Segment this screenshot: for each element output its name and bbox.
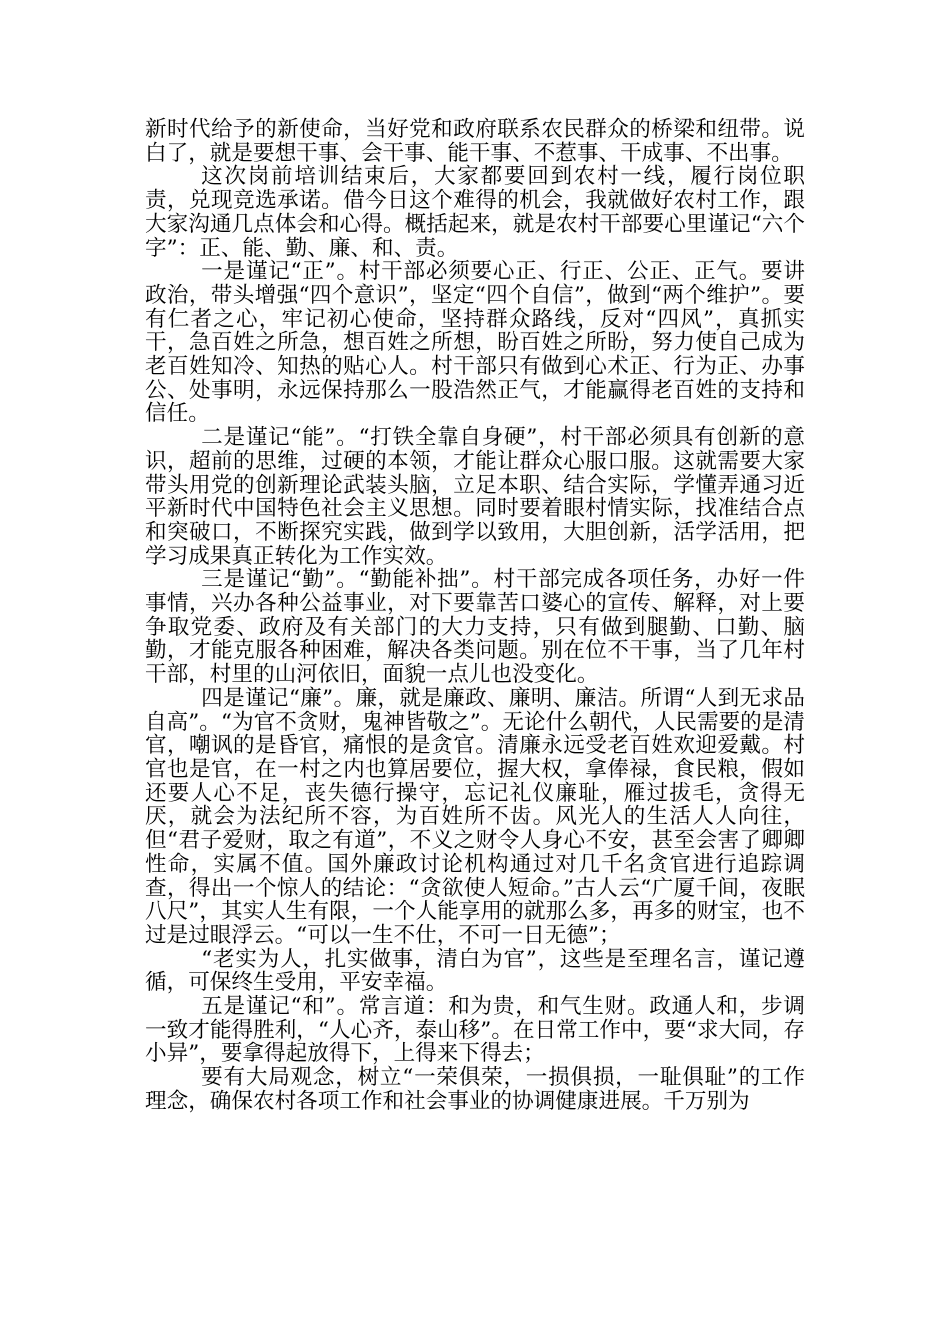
document-page	[145, 118, 805, 1114]
paragraph-6: 四是谨记“廉”。廉，就是廉政、廉明、廉洁。所谓“人到无求品自高”。“为官不贪财，鬼神皆敬之”。无论什么朝代，人民需要的是清官，嘲讽的是昏官，痛恨的是贪官。清廉永远受老百姓欢迎爱戴。村官也是官，在一村之内也算居要位，握大权，拿俸禄，食民粮，假如还要人心不足，丧失德行操守，忘记礼仪廉耻，雁过拔毛，贪得无厌，就会为法纪所不容，为百姓所不齿。风光人的生活人人向往，但“君子爱财，取之有道”，不义之财令人身心不安，甚至会害了卿卿性命，实属不值。国外廉政讨论机构通过对几千名贪官进行追踪调查，得出一个惊人的结论：“贪欲使人短命。”古人云“广厦千间，夜眠八尺”，其实人生有限，一个人能享用的就那么多，再多的财宝，也不过是过眼浮云。“可以一生不仕，不可一日无德”；	[145, 685, 805, 948]
paragraph-5: 三是谨记“勤”。“勤能补拙”。村干部完成各项任务，办好一件事情，兴办各种公益事业，对下要靠苦口婆心的宣传、解释，对上要争取党委、政府及有关部门的大力支持，只有做到腿勤、口勤、脑勤，才能克服各种困难，解决各类问题。别在位不干事，当了几年村干部，村里的山河依旧，面貌一点儿也没变化。	[145, 567, 805, 688]
paragraph-8: 五是谨记“和”。常言道：和为贵，和气生财。政通人和，步调一致才能得胜利，“人心齐，泰山移”。在日常工作中，要“求大同，存小异”，要拿得起放得下，上得来下得去；	[145, 994, 805, 1067]
paragraph-3: 一是谨记“正”。村干部必须要心正、行正、公正、正气。要讲政治，带头增强“四个意识”，坚定“四个自信”，做到“两个维护”。要有仁者之心，牢记初心使命，坚持群众路线，反对“四风”，真抓实干，急百姓之所急，想百姓之所想，盼百姓之所盼，努力使自己成为老百姓知冷、知热的贴心人。村干部只有做到心术正、行为正、办事公、处事明，永远保持那么一股浩然正气，才能赢得老百姓的支持和信任。	[145, 259, 805, 427]
paragraph-2: 这次岗前培训结束后，大家都要回到农村一线，履行岗位职责，兑现竞选承诺。借今日这个难得的机会，我就做好农村工作，跟大家沟通几点体会和心得。概括起来，就是农村干部要心里谨记“六个字”：正、能、勤、廉、和、责。	[145, 164, 805, 261]
paragraph-4: 二是谨记“能”。“打铁全靠自身硬”，村干部必须具有创新的意识，超前的思维，过硬的本领，才能让群众心服口服。这就需要大家带头用党的创新理论武装头脑，立足本职、结合实际，学懂弄通习近平新时代中国特色社会主义思想。同时要着眼村情实际，找准结合点和突破口，不断探究实践，做到学以致用，大胆创新，活学活用，把学习成果真正转化为工作实效。	[145, 425, 805, 569]
paragraph-7: “老实为人，扎实做事，清白为官”，这些是至理名言，谨记遵循，可保终生受用，平安幸福。	[145, 946, 805, 996]
paragraph-1: 新时代给予的新使命，当好党和政府联系农民群众的桥梁和纽带。说白了，就是要想干事、会干事、能干事、不惹事、干成事、不出事。	[145, 117, 805, 166]
paragraph-9: 要有大局观念，树立“一荣俱荣，一损俱损，一耻俱耻”的工作理念，确保农村各项工作和社会事业的协调健康进展。千万别为	[145, 1065, 805, 1114]
